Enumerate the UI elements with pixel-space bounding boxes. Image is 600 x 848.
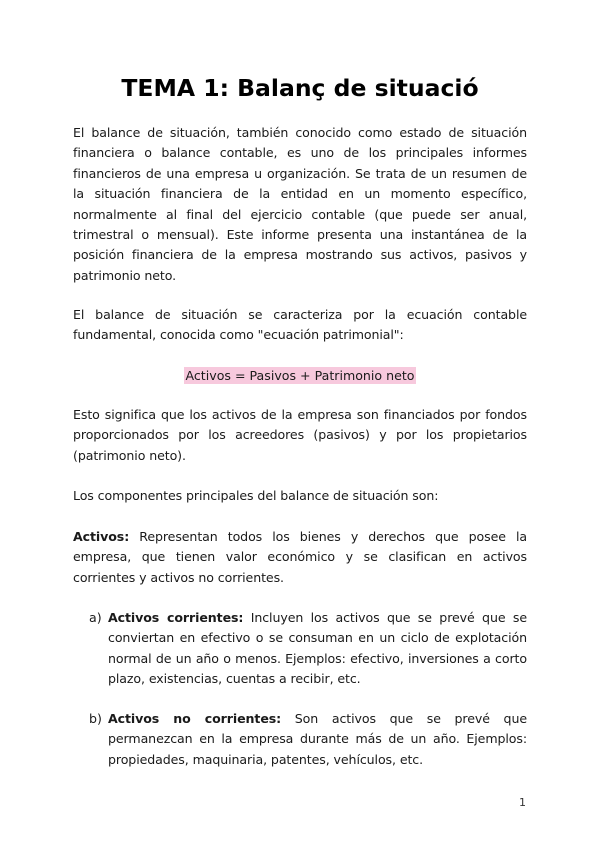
list-marker: b) bbox=[89, 711, 102, 726]
components-intro-paragraph: Los componentes principales del balance de situación son: bbox=[73, 488, 439, 503]
highlighted-equation: Activos = Pasivos + Patrimonio neto bbox=[185, 368, 415, 383]
intro-paragraph: El balance de situación, también conocido como estado de situación financiera o balance contable, es uno de los principales informes financieros de una empresa u organización. Se trata de un resumen de la situación financiera de la entidad en un momento específico, normalmente al final del ejercicio contable (que puede ser anual, trimestral o mensual). Este informe presenta una instantánea de la posición financiera de la empresa mostrando sus activos, pasivos y patrimonio neto. bbox=[73, 125, 527, 283]
equation-intro-paragraph: El balance de situación se caracteriza por la ecuación contable fundamental, conocida como "ecuación patrimonial": bbox=[73, 307, 527, 343]
activos-text: Representan todos los bienes y derechos que posee la empresa, que tienen valor económico y se clasifican en activos corrientes y activos no corrientes. bbox=[73, 529, 527, 585]
activos-label: Activos: bbox=[73, 529, 130, 544]
activos-paragraph bbox=[73, 527, 527, 588]
equation-block bbox=[73, 366, 527, 386]
list-item-activos-no-corrientes bbox=[89, 709, 527, 770]
list-item-activos-corrientes bbox=[89, 608, 527, 690]
list-item-text: Incluyen los activos que se prevé que se conviertan en efectivo o se consuman en un ciclo de explotación normal de un año o menos. Ejemplos: efectivo, inversiones a corto plazo, existencias, cuentas a recibir, etc. bbox=[108, 610, 527, 687]
page-title: TEMA 1: Balanç de situació bbox=[121, 74, 479, 102]
list-marker: a) bbox=[89, 610, 102, 625]
list-item-text: Son activos que se prevé que permanezcan en la empresa durante más de un año. Ejemplos: propiedades, maquinaria, patentes, vehículos, etc. bbox=[108, 711, 527, 767]
list-item-label: Activos no corrientes: bbox=[108, 711, 282, 726]
page-number: 1 bbox=[519, 796, 526, 809]
list-item-label: Activos corrientes: bbox=[108, 610, 244, 625]
equation-meaning-paragraph: Esto significa que los activos de la empresa son financiados por fondos proporcionados por los acreedores (pasivos) y por los propietarios (patrimonio neto). bbox=[73, 407, 527, 463]
